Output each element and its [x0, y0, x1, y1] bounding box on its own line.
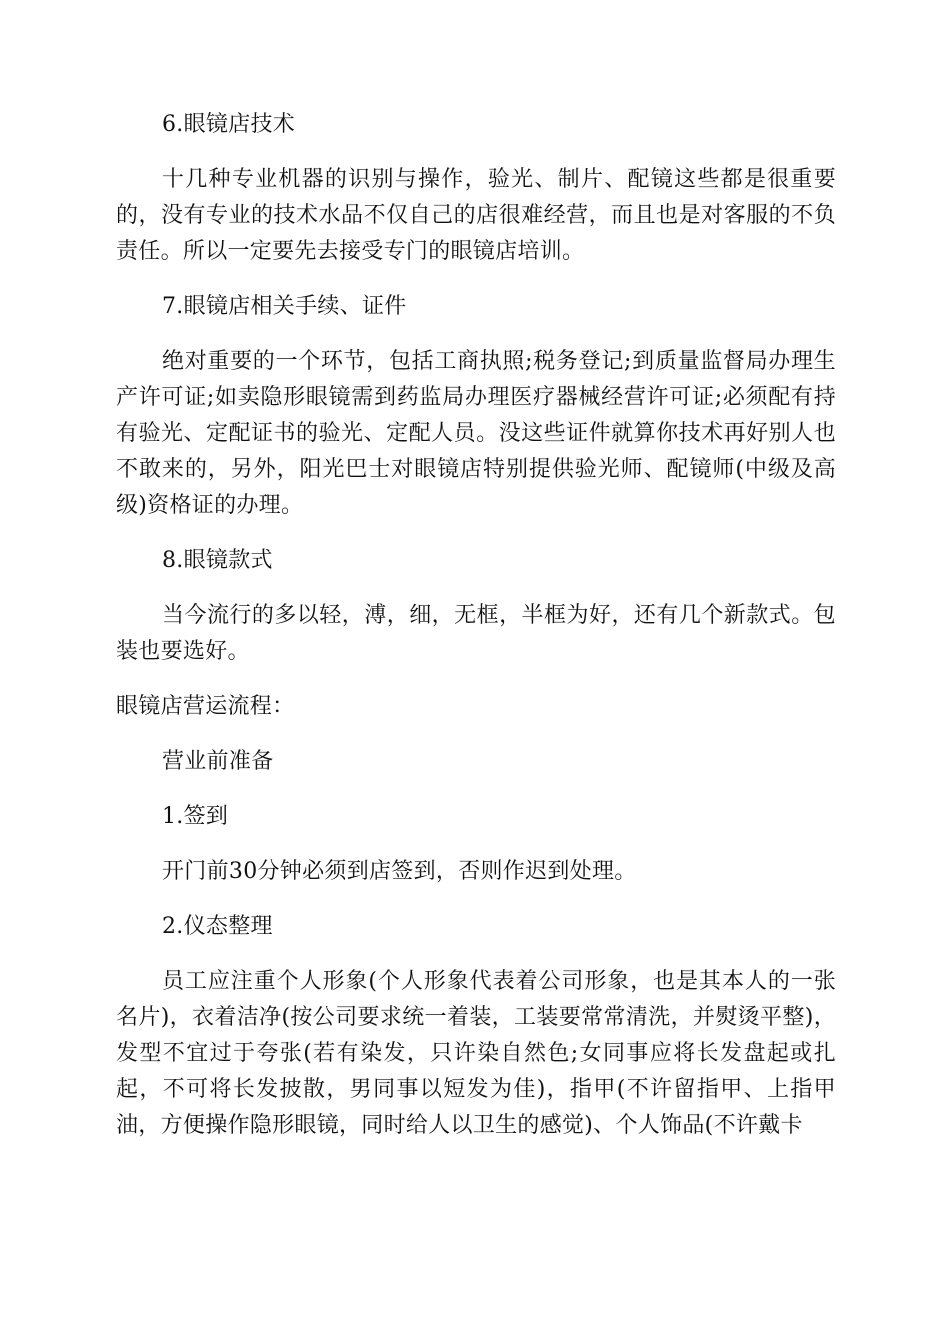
heading-optical-skills: 6.眼镜店技术 [162, 112, 296, 137]
document-page [116, 107, 836, 1163]
paragraph-optical-skills: 十几种专业机器的识别与操作，验光、制片、配镜这些都是很重要的，没有专业的技术水品不仅自己的店很难经营，而且也是对客服的不负责任。所以一定要先去接受专门的眼镜店培训。 [116, 167, 836, 264]
paragraph-appearance: 员工应注重个人形象(个人形象代表着公司形象，也是其本人的一张名片)，衣着洁净(按公司要求统一着装，工装要常常清洗，并熨烫平整)，发型不宜过于夸张(若有染发，只许染自然色;女同事应将长发盘起或扎起，不可将长发披散，男同事以短发为佳)，指甲(不许留指甲、上指甲油，方便操作隐形眼镜，同时给人以卫生的感觉)、个人饰品(不许戴卡 [116, 969, 836, 1138]
section-title-operations: 眼镜店营运流程： [116, 694, 295, 719]
heading-sign-in: 1.签到 [162, 804, 229, 829]
paragraph-eyewear-styles: 当今流行的多以轻，溥，细，无框，半框为好，还有几个新款式。包装也要选好。 [116, 603, 836, 664]
heading-eyewear-styles: 8.眼镜款式 [162, 548, 273, 573]
heading-pre-opening: 营业前准备 [162, 749, 274, 774]
heading-appearance: 2.仪态整理 [162, 914, 273, 939]
paragraph-licenses: 绝对重要的一个环节，包括工商执照;税务登记;到质量监督局办理生产许可证;如卖隐形眼镜需到药监局办理医疗器械经营许可证;必须配有持有验光、定配证书的验光、定配人员。没这些证件就算你技术再好别人也不敢来的，另外，阳光巴士对眼镜店特别提供验光师、配镜师(中级及高级)资格证的办理。 [116, 349, 836, 518]
paragraph-sign-in: 开门前30分钟必须到店签到，否则作迟到处理。 [162, 859, 637, 884]
heading-licenses: 7.眼镜店相关手续、证件 [162, 294, 407, 319]
